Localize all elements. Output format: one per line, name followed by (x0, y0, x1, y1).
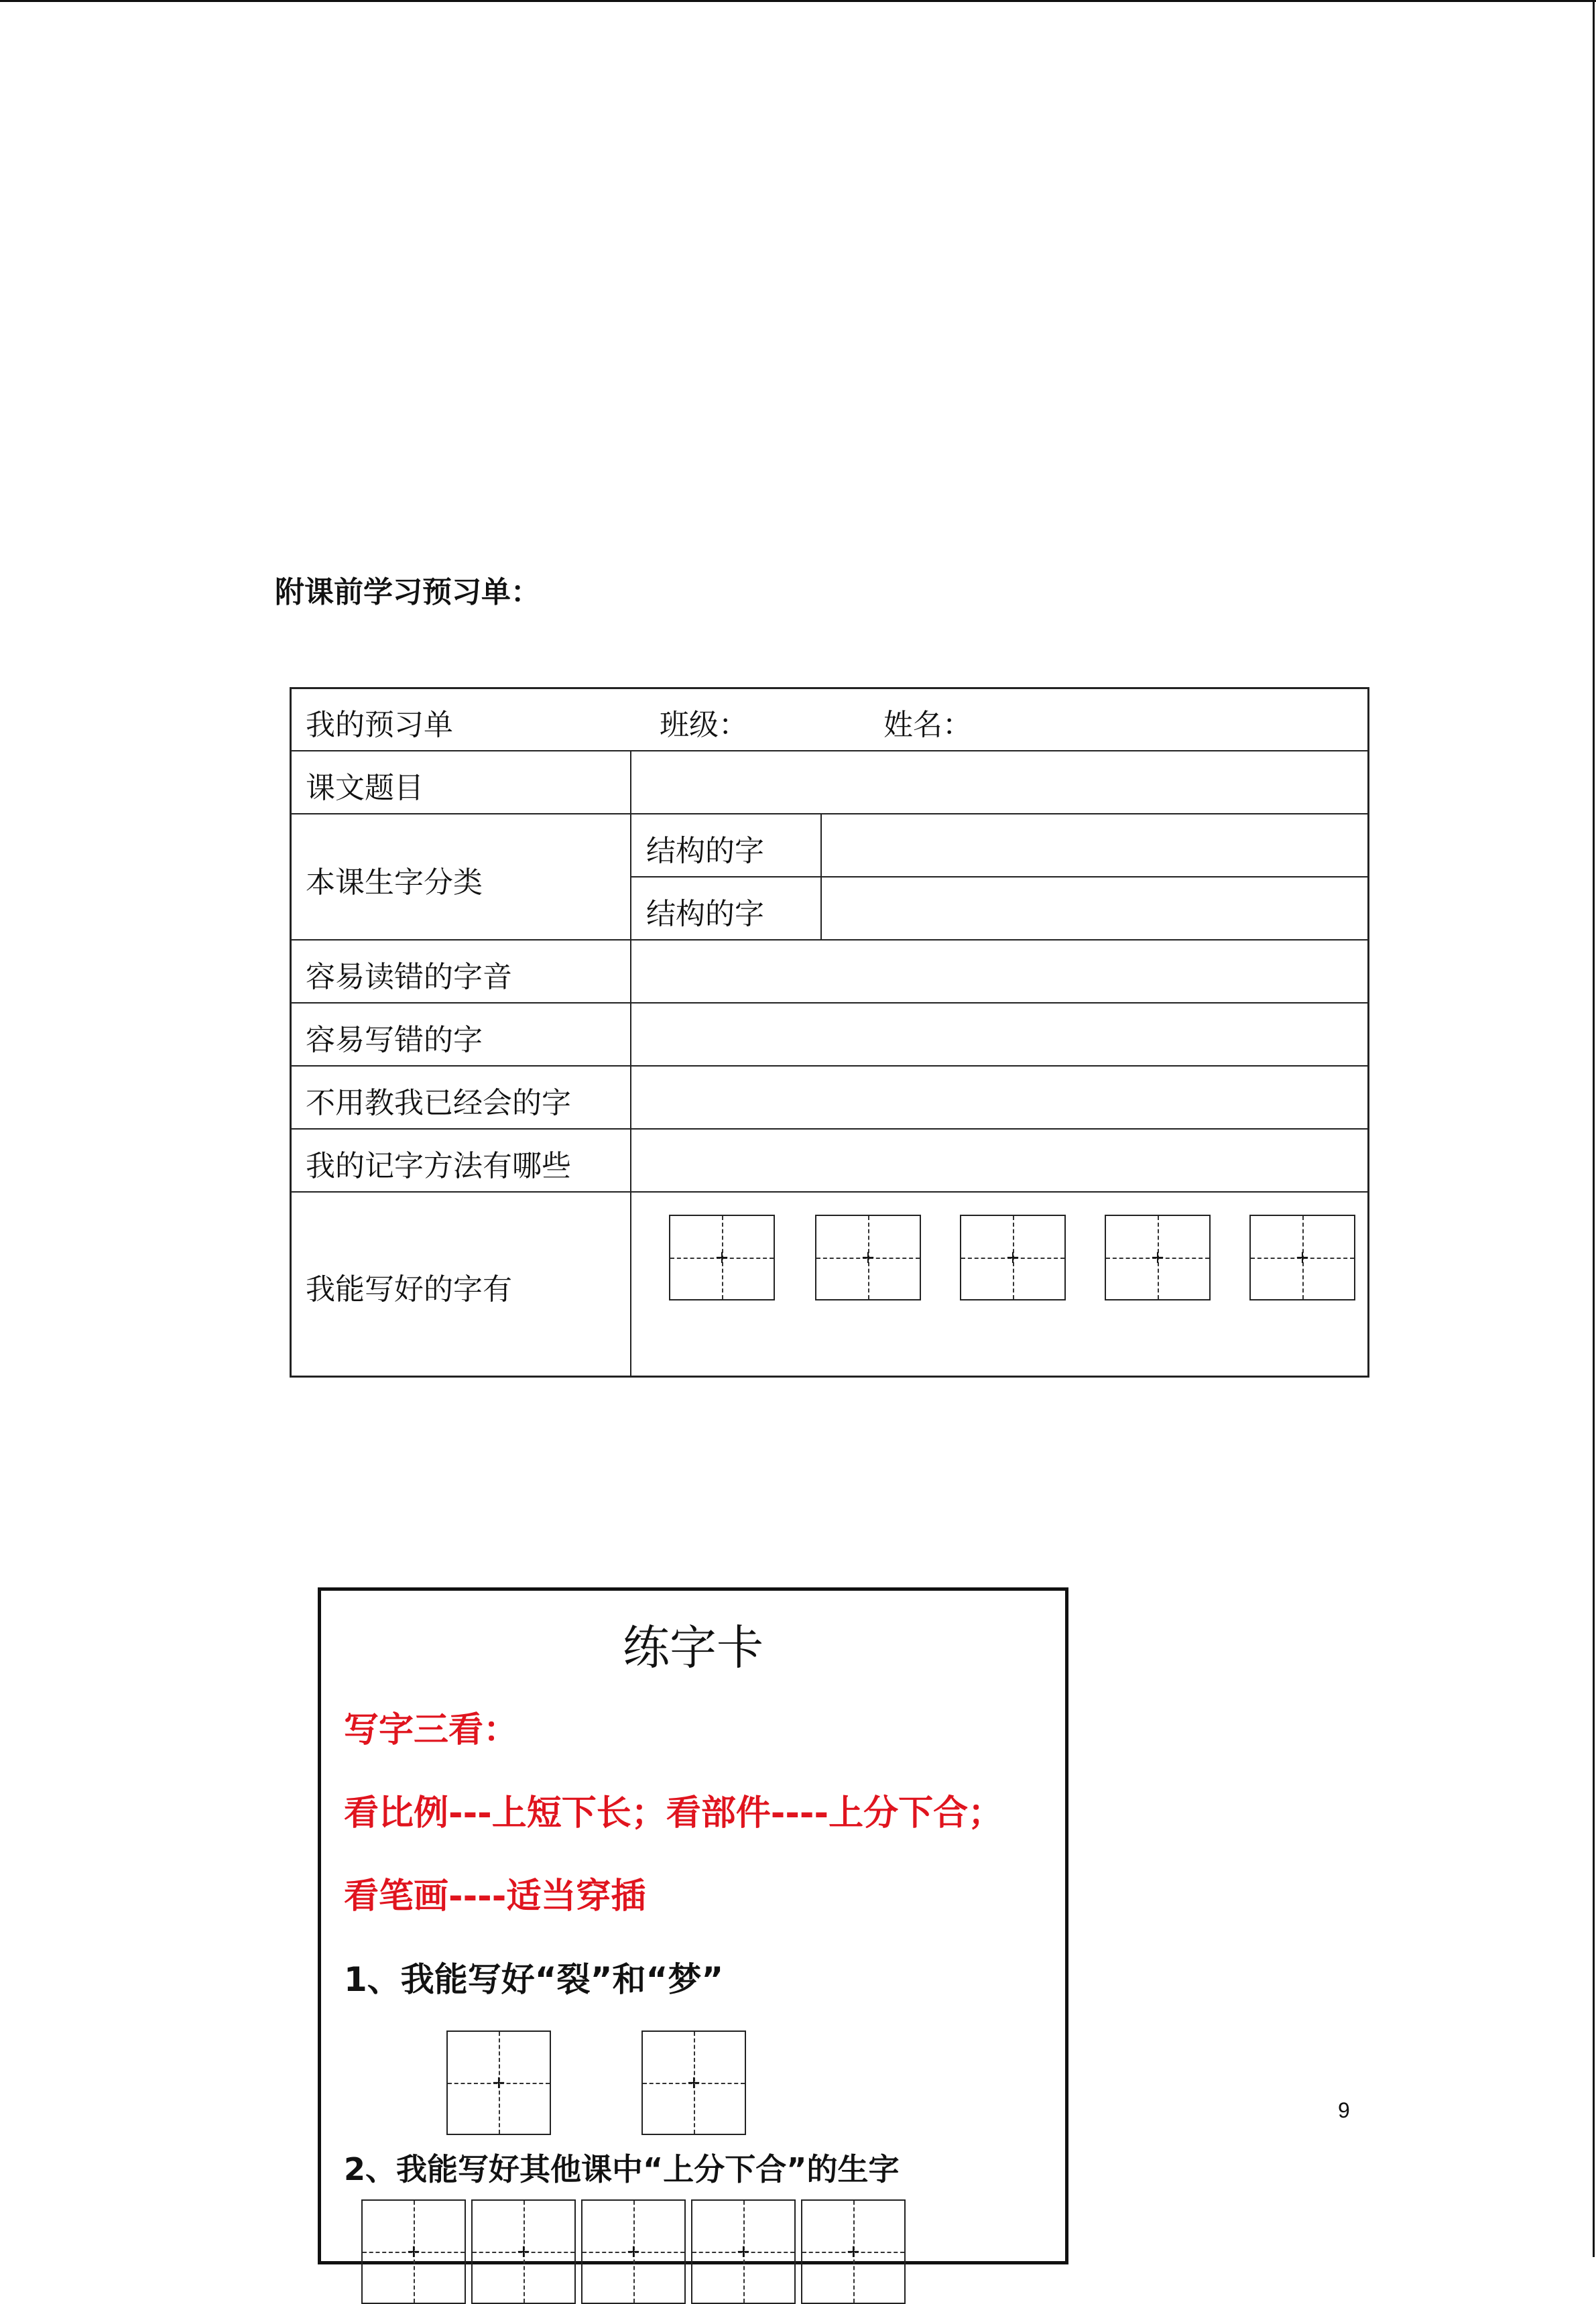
structure-label-2: 结构的字 (646, 897, 764, 931)
tian-grid-box[interactable]: + (446, 2030, 551, 2135)
task-1: 1、我能写好“裂”和“梦” (344, 1960, 724, 1999)
tian-grid-box[interactable]: + (471, 2199, 576, 2304)
table-row-divider (290, 1002, 1369, 1004)
tian-grid-box[interactable]: + (581, 2199, 686, 2304)
structure-label-1: 结构的字 (646, 834, 764, 868)
table-row-divider (630, 876, 1369, 877)
already-known-label: 不用教我已经会的字 (306, 1086, 571, 1120)
tian-grid-box[interactable]: + (1249, 1215, 1355, 1300)
tian-grid-box[interactable]: + (960, 1215, 1066, 1300)
tian-grid-box[interactable]: + (801, 2199, 906, 2304)
tip-line-1: 看比例---上短下长；看部件----上分下合； (344, 1793, 1003, 1833)
table-border-bottom (290, 1376, 1369, 1378)
page-number: 9 (1338, 2098, 1350, 2122)
tian-grid-box[interactable]: + (361, 2199, 466, 2304)
table-row-divider (290, 939, 1369, 941)
task-2: 2、我能写好其他课中“上分下合”的生字 (344, 2151, 900, 2187)
can-write-well-label: 我能写好的字有 (306, 1272, 512, 1307)
table-row-divider (290, 1128, 1369, 1130)
tian-grid-box[interactable]: + (669, 1215, 775, 1300)
table-border-left (290, 687, 292, 1378)
table-row-divider (290, 1191, 1369, 1193)
lesson-title-label: 课文题目 (306, 771, 424, 805)
table-row-divider (290, 750, 1369, 751)
tips-heading: 写字三看： (344, 1710, 519, 1750)
section-heading: 附课前学习预习单： (275, 575, 540, 609)
char-categories-label: 本课生字分类 (306, 865, 483, 900)
table-column-divider (630, 750, 631, 1378)
tian-grid-box[interactable]: + (1105, 1215, 1211, 1300)
handwriting-practice-card (318, 1587, 1068, 2264)
class-label: 班级： (660, 708, 748, 742)
page-right-border (1593, 0, 1595, 2257)
name-label: 姓名： (883, 708, 972, 742)
table-border-right (1367, 687, 1369, 1378)
table-row-divider (290, 813, 1369, 814)
worksheet-title: 我的预习单 (306, 708, 453, 742)
table-row-divider (290, 1065, 1369, 1067)
tian-grid-box[interactable]: + (641, 2030, 746, 2135)
tip-line-2: 看笔画----适当穿插 (344, 1876, 646, 1917)
memory-methods-label: 我的记字方法有哪些 (306, 1149, 571, 1183)
page-top-border (0, 0, 1596, 2)
tian-grid-box[interactable]: + (815, 1215, 921, 1300)
table-border-top (290, 687, 1369, 689)
card-title: 练字卡 (623, 1620, 763, 1675)
easy-misread-label: 容易读错的字音 (306, 960, 512, 994)
tian-grid-box[interactable]: + (691, 2199, 796, 2304)
easy-miswritten-label: 容易写错的字 (306, 1023, 483, 1057)
preview-worksheet-table (290, 687, 1369, 1378)
